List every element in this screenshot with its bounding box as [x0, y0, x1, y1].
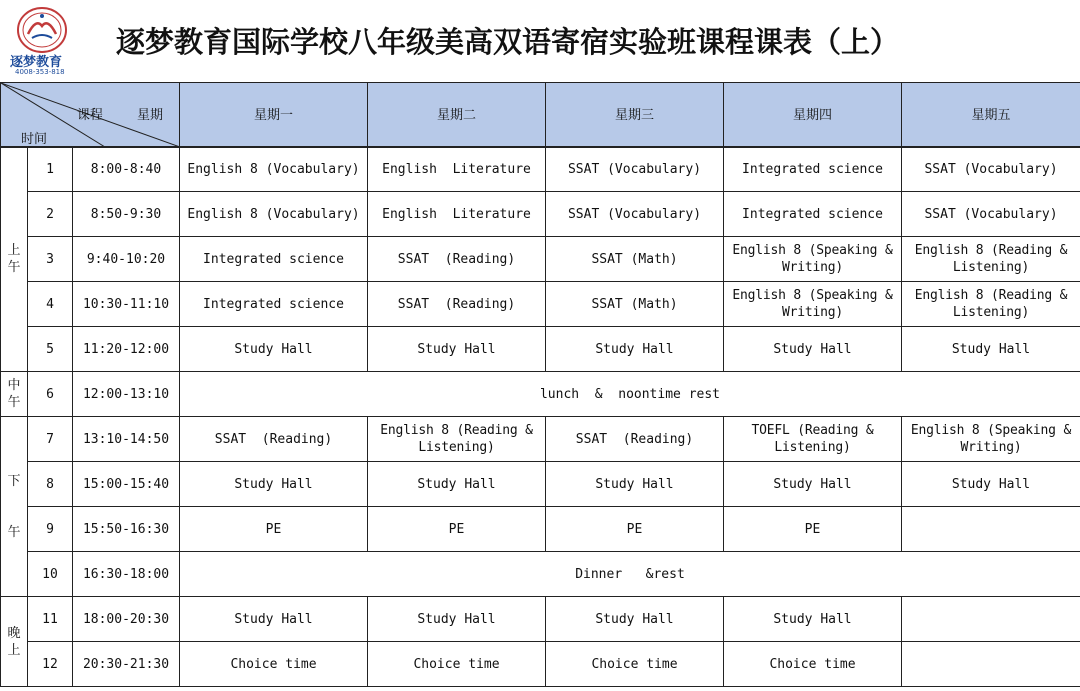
- course-cell: Choice time: [546, 642, 724, 687]
- course-cell: SSAT (Vocabulary): [546, 147, 724, 192]
- period-label-afternoon: 下 午: [1, 417, 28, 597]
- course-label: 课程: [77, 108, 104, 123]
- period-number: 11: [28, 597, 73, 642]
- day-header: 星期三: [546, 83, 724, 148]
- table-row: [1, 327, 1080, 372]
- day-header: 星期四: [724, 83, 902, 148]
- course-cell: [902, 597, 1080, 642]
- course-cell: English Literature: [368, 192, 546, 237]
- page-header: [0, 0, 1080, 82]
- course-cell: Choice time: [180, 642, 368, 687]
- merged-activity-cell: lunch & noontime rest: [180, 372, 1080, 417]
- course-cell: Integrated science: [724, 147, 902, 192]
- period-number: 10: [28, 552, 73, 597]
- time-slot: 12:00-13:10: [73, 372, 180, 417]
- course-cell: [902, 507, 1080, 552]
- period-number: 5: [28, 327, 73, 372]
- course-cell: Integrated science: [180, 282, 368, 327]
- course-cell: SSAT (Math): [546, 282, 724, 327]
- schedule-body: [0, 146, 1080, 687]
- period-number: 9: [28, 507, 73, 552]
- course-cell: Study Hall: [546, 327, 724, 372]
- period-number: 1: [28, 147, 73, 192]
- logo-phone: 4008-353-818: [15, 68, 65, 76]
- time-slot: 11:20-12:00: [73, 327, 180, 372]
- course-cell: English 8 (Reading & Listening): [902, 282, 1080, 327]
- course-cell: English 8 (Reading & Listening): [368, 417, 546, 462]
- course-cell: PE: [546, 507, 724, 552]
- course-cell: English 8 (Speaking & Writing): [724, 237, 902, 282]
- table-row: [1, 147, 1080, 192]
- course-cell: SSAT (Reading): [368, 237, 546, 282]
- course-cell: Study Hall: [724, 327, 902, 372]
- period-label-noon: 中 午: [1, 372, 28, 417]
- course-cell: Study Hall: [180, 327, 368, 372]
- time-slot: 10:30-11:10: [73, 282, 180, 327]
- period-number: 3: [28, 237, 73, 282]
- period-number: 7: [28, 417, 73, 462]
- course-cell: Study Hall: [724, 462, 902, 507]
- time-slot: 16:30-18:00: [73, 552, 180, 597]
- course-cell: English 8 (Speaking & Writing): [724, 282, 902, 327]
- header-corner-cell: [1, 83, 180, 148]
- period-number: 6: [28, 372, 73, 417]
- course-cell: TOEFL (Reading & Listening): [724, 417, 902, 462]
- course-cell: PE: [724, 507, 902, 552]
- period-label-evening: 晚 上: [1, 597, 28, 687]
- table-header-row: [1, 83, 1080, 148]
- course-cell: Study Hall: [902, 327, 1080, 372]
- week-label: 星期: [137, 108, 164, 123]
- course-cell: SSAT (Reading): [546, 417, 724, 462]
- course-cell: Study Hall: [180, 462, 368, 507]
- course-cell: Study Hall: [546, 597, 724, 642]
- course-cell: PE: [180, 507, 368, 552]
- time-slot: 15:50-16:30: [73, 507, 180, 552]
- merged-activity-cell: Dinner &rest: [180, 552, 1080, 597]
- course-cell: PE: [368, 507, 546, 552]
- course-cell: English 8 (Speaking & Writing): [902, 417, 1080, 462]
- day-header: 星期五: [902, 83, 1080, 148]
- time-slot: 8:50-9:30: [73, 192, 180, 237]
- time-slot: 20:30-21:30: [73, 642, 180, 687]
- table-row: [1, 192, 1080, 237]
- course-cell: Study Hall: [724, 597, 902, 642]
- table-row: [1, 282, 1080, 327]
- course-cell: Study Hall: [180, 597, 368, 642]
- course-cell: Study Hall: [368, 327, 546, 372]
- period-number: 2: [28, 192, 73, 237]
- time-label: 时间: [21, 132, 48, 147]
- course-cell: Study Hall: [368, 462, 546, 507]
- course-cell: English 8 (Vocabulary): [180, 147, 368, 192]
- table-row: [1, 417, 1080, 462]
- course-cell: Study Hall: [546, 462, 724, 507]
- course-cell: Study Hall: [368, 597, 546, 642]
- table-row: [1, 237, 1080, 282]
- table-row: [1, 642, 1080, 687]
- course-cell: English 8 (Reading & Listening): [902, 237, 1080, 282]
- course-cell: [902, 642, 1080, 687]
- course-cell: SSAT (Math): [546, 237, 724, 282]
- table-row: [1, 462, 1080, 507]
- schedule-table: [0, 82, 1080, 148]
- course-cell: Integrated science: [724, 192, 902, 237]
- table-row: [1, 372, 1080, 417]
- table-row: [1, 597, 1080, 642]
- time-slot: 8:00-8:40: [73, 147, 180, 192]
- course-cell: Integrated science: [180, 237, 368, 282]
- time-slot: 9:40-10:20: [73, 237, 180, 282]
- course-cell: Choice time: [724, 642, 902, 687]
- course-cell: SSAT (Vocabulary): [546, 192, 724, 237]
- course-cell: Choice time: [368, 642, 546, 687]
- table-row: [1, 552, 1080, 597]
- period-number: 8: [28, 462, 73, 507]
- time-slot: 13:10-14:50: [73, 417, 180, 462]
- course-cell: SSAT (Vocabulary): [902, 147, 1080, 192]
- course-cell: Study Hall: [902, 462, 1080, 507]
- day-header: 星期一: [180, 83, 368, 148]
- period-number: 12: [28, 642, 73, 687]
- course-cell: SSAT (Reading): [180, 417, 368, 462]
- course-cell: SSAT (Reading): [368, 282, 546, 327]
- period-label-morning: 上 午: [1, 147, 28, 372]
- time-slot: 15:00-15:40: [73, 462, 180, 507]
- course-cell: English Literature: [368, 147, 546, 192]
- course-cell: English 8 (Vocabulary): [180, 192, 368, 237]
- page-title: 逐梦教育国际学校八年级美高双语寄宿实验班课程课表（上）: [116, 25, 900, 59]
- logo-text: 逐梦教育: [10, 55, 63, 70]
- day-header: 星期二: [368, 83, 546, 148]
- period-number: 4: [28, 282, 73, 327]
- table-row: [1, 507, 1080, 552]
- course-cell: SSAT (Vocabulary): [902, 192, 1080, 237]
- time-slot: 18:00-20:30: [73, 597, 180, 642]
